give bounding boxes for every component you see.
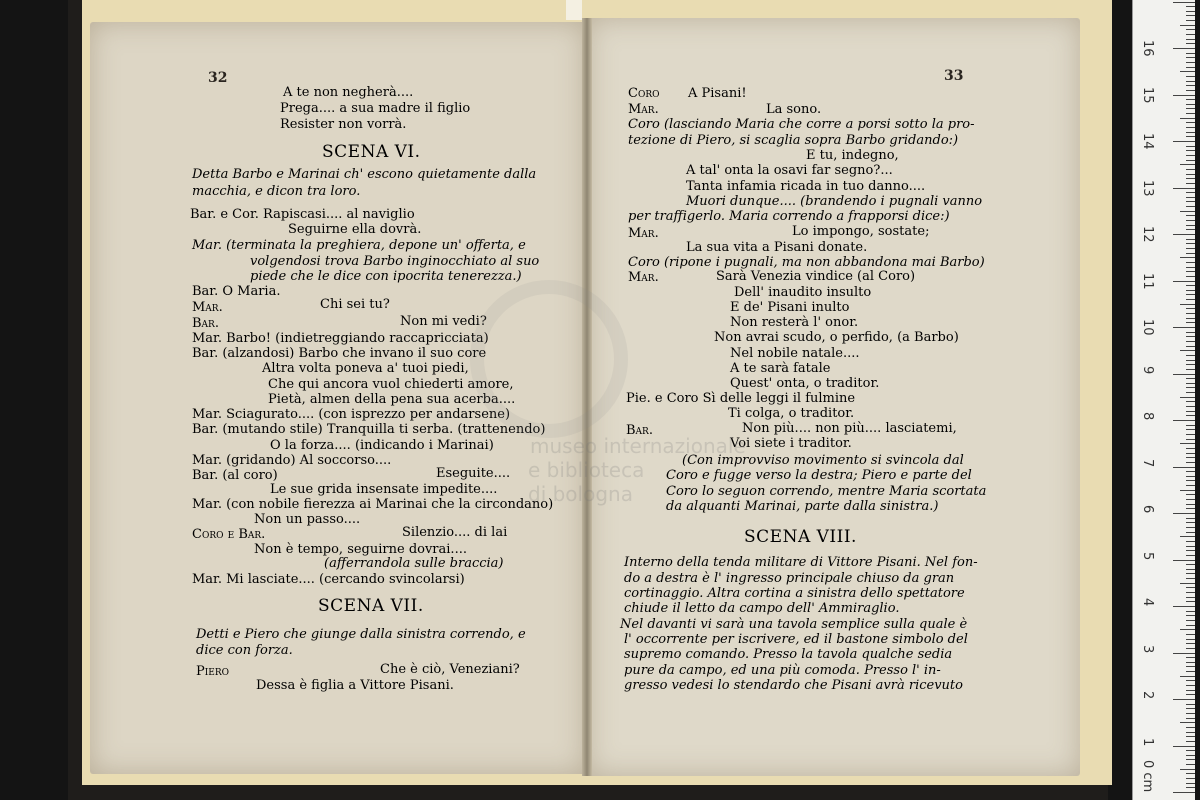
ruler-tick [1186, 253, 1195, 254]
ruler-tick [1173, 467, 1195, 468]
ruler-tick [1186, 573, 1195, 574]
right-page-text-line: Coro lo seguon correndo, mentre Maria scortata [666, 484, 987, 499]
ruler-tick [1186, 453, 1195, 454]
ruler-tick [1186, 276, 1195, 277]
ruler-tick [1186, 392, 1195, 393]
watermark-line-3: di bologna [528, 482, 633, 506]
watermark-line-1: museo internazionale [530, 434, 746, 458]
ruler-tick [1186, 713, 1195, 714]
ruler-tick [1186, 15, 1195, 16]
left-page-text-line: Pietà, almen della pena sua acerba.... [268, 392, 516, 407]
ruler-tick [1186, 569, 1195, 570]
ruler-tick [1186, 201, 1195, 202]
left-page-text-line: Non un passo.... [254, 512, 361, 527]
right-page-text-line: A tal' onta la osavi far segno?... [686, 163, 893, 178]
ruler-tick [1186, 434, 1195, 435]
ruler-tick [1186, 429, 1195, 430]
left-page-text-line: Mar. [192, 300, 223, 315]
left-page-text-line: Eseguite.... [436, 466, 511, 481]
ruler-number: 14 [1140, 133, 1155, 150]
ruler-tick [1186, 643, 1195, 644]
ruler-tick [1186, 787, 1195, 788]
ruler-tick [1180, 629, 1195, 630]
ruler-tick [1186, 57, 1195, 58]
left-page-text-line: Non è tempo, seguirne dovrai.... [254, 542, 467, 557]
ruler-tick [1186, 555, 1195, 556]
ruler-tick [1173, 560, 1195, 561]
right-page-text-line: cortinaggio. Altra cortina a sinistra dello spettatore [624, 586, 965, 601]
right-page-text-line: per traffigerlo. Maria correndo a frapporsi dice:) [628, 209, 950, 224]
ruler-number: 12 [1140, 226, 1155, 243]
right-page-text-line: E de' Pisani inulto [730, 300, 850, 315]
left-page-text-line: Mar. Mi lasciate.... (cercando svincolarsi) [192, 572, 465, 587]
ruler-tick [1180, 443, 1195, 444]
right-page-text-line: La sono. [766, 102, 822, 117]
page-number-left: 32 [208, 70, 228, 86]
ruler-tick [1186, 634, 1195, 635]
ruler-tick [1186, 160, 1195, 161]
ruler-tick [1173, 374, 1195, 375]
ruler-tick [1173, 234, 1195, 235]
ruler-tick [1186, 229, 1195, 230]
measurement-ruler [1132, 0, 1195, 800]
ruler-tick [1186, 718, 1195, 719]
left-page-text-line: Le sue grida insensate impedite.... [270, 482, 498, 497]
ruler-tick [1180, 536, 1195, 537]
right-page-text-line: gresso vedesi lo stendardo che Pisani avrà ricevuto [624, 678, 963, 693]
ruler-tick [1186, 518, 1195, 519]
ruler-tick [1186, 197, 1195, 198]
ruler-tick [1180, 722, 1195, 723]
right-page-text-line: Nel nobile natale.... [730, 346, 860, 361]
ruler-tick [1186, 527, 1195, 528]
left-page-text-line: Che qui ancora vuol chiederti amore, [268, 377, 514, 392]
right-page-text-line: Coro [628, 86, 660, 101]
ruler-tick [1186, 155, 1195, 156]
ruler-tick [1186, 750, 1195, 751]
ruler-tick [1186, 308, 1195, 309]
ruler-tick [1186, 685, 1195, 686]
left-page-text-line: Mar. (gridando) Al soccorso.... [192, 453, 392, 468]
ruler-number: 15 [1140, 86, 1155, 104]
ruler-tick [1186, 248, 1195, 249]
ruler-tick [1186, 39, 1195, 40]
right-page-text-line: Non resterà l' onor. [730, 315, 859, 330]
right-page-text-line: Quest' onta, o traditor. [730, 376, 880, 391]
scene-heading: SCENA VII. [318, 596, 424, 616]
ruler-tick [1173, 746, 1195, 747]
right-page-text-line: La sua vita a Pisani donate. [686, 240, 868, 255]
ruler-tick [1173, 327, 1195, 328]
ruler-tick [1186, 406, 1195, 407]
ruler-tick [1186, 387, 1195, 388]
ruler-tick [1186, 239, 1195, 240]
right-page-text-line: Pie. e Coro Sì delle leggi il fulmine [626, 391, 856, 406]
ruler-tick [1186, 322, 1195, 323]
left-page-text-line: Resister non vorrà. [280, 117, 407, 132]
ruler-tick [1186, 383, 1195, 384]
ruler-tick [1173, 188, 1195, 189]
ruler-tick [1186, 267, 1195, 268]
ruler-tick [1186, 136, 1195, 137]
ruler-number: 2 [1140, 691, 1155, 700]
left-page-text-line: Mar. Sciagurato.... (con isprezzo per andarsene) [192, 407, 511, 422]
ruler-tick [1186, 462, 1195, 463]
scene-heading: SCENA VI. [322, 142, 421, 162]
ruler-tick [1186, 355, 1195, 356]
ruler-tick [1186, 99, 1195, 100]
ruler-tick [1186, 694, 1195, 695]
right-page-text-line: do a destra è l' ingresso principale chiuso da gran [624, 571, 955, 586]
ruler-tick [1186, 648, 1195, 649]
right-page-text-line: supremo comando. Presso la tavola qualche sedia [624, 647, 953, 662]
ruler-tick [1186, 243, 1195, 244]
ruler-tick [1186, 346, 1195, 347]
ruler-tick [1186, 336, 1195, 337]
paper-clip-tab [566, 0, 582, 20]
ruler-tick [1186, 81, 1195, 82]
watermark-logo [470, 280, 628, 438]
ruler-tick [1186, 318, 1195, 319]
ruler-number: 13 [1140, 179, 1155, 197]
ruler-tick [1186, 206, 1195, 207]
ruler-tick [1173, 141, 1195, 142]
ruler-tick [1186, 480, 1195, 481]
ruler-tick [1186, 299, 1195, 300]
ruler-tick [1186, 620, 1195, 621]
ruler-tick [1186, 550, 1195, 551]
ruler-tick [1186, 690, 1195, 691]
ruler-tick [1186, 499, 1195, 500]
ruler-tick [1186, 508, 1195, 509]
left-page-text-line: Bar. e Cor. Rapiscasi.... al naviglio [190, 207, 415, 222]
ruler-tick [1186, 53, 1195, 54]
ruler-tick [1186, 285, 1195, 286]
ruler-number: 4 [1140, 598, 1155, 607]
left-page-text-line: (afferrandola sulle braccia) [324, 556, 504, 571]
ruler-tick [1180, 71, 1195, 72]
ruler-tick [1186, 67, 1195, 68]
ruler-tick [1186, 192, 1195, 193]
ruler-tick [1180, 118, 1195, 119]
right-page-text-line: pure da campo, ed una più comoda. Presso l' in- [624, 663, 941, 678]
ruler-tick [1186, 671, 1195, 672]
right-page-text-line: Coro (lasciando Maria che corre a porsi sotto la pro- [628, 117, 975, 132]
left-page-text-line: Non mi vedi? [400, 314, 487, 329]
ruler-tick [1180, 211, 1195, 212]
ruler-tick [1186, 615, 1195, 616]
left-page-text-line: Detta Barbo e Marinai ch' escono quietamente dalla [192, 167, 537, 182]
ruler-tick [1186, 755, 1195, 756]
ruler-tick [1173, 48, 1195, 49]
watermark-line-2: e biblioteca [528, 458, 645, 482]
right-page-text-line: chiude il letto da campo dell' Ammiraglio. [624, 601, 900, 616]
ruler-tick [1186, 183, 1195, 184]
ruler-tick [1173, 420, 1195, 421]
left-page-text-line: Bar. (mutando stile) Tranquilla ti serba. (trattenendo) [192, 422, 546, 437]
ruler-tick [1186, 271, 1195, 272]
right-page-text-line: tezione di Piero, si scaglia sopra Barbo gridando:) [628, 133, 959, 148]
ruler-tick [1186, 20, 1195, 21]
ruler-number: 11 [1140, 272, 1155, 290]
ruler-tick [1186, 104, 1195, 105]
ruler-tick [1186, 360, 1195, 361]
ruler-tick [1173, 606, 1195, 607]
ruler-number: 0 cm [1140, 760, 1155, 793]
left-page-text-line: Mar. Barbo! (indietreggiando raccapricciata) [192, 331, 489, 346]
ruler-tick [1186, 415, 1195, 416]
left-page-text-line: Bar. O Maria. [192, 284, 281, 299]
ruler-tick [1173, 792, 1195, 793]
ruler-tick [1186, 169, 1195, 170]
ruler-tick [1173, 699, 1195, 700]
left-page-text-line: Chi sei tu? [320, 297, 390, 312]
right-page-text-line: Mar. [628, 270, 659, 285]
ruler-tick [1186, 34, 1195, 35]
ruler-tick [1180, 25, 1195, 26]
left-page-text-line: Silenzio.... di lai [402, 525, 508, 540]
ruler-tick [1186, 29, 1195, 30]
ruler-number: 9 [1140, 365, 1155, 374]
ruler-tick [1186, 425, 1195, 426]
ruler-tick [1186, 666, 1195, 667]
left-page-text-line: Bar. (al coro) [192, 468, 278, 483]
right-page-text-line: Lo impongo, sostate; [792, 224, 930, 239]
ruler-tick [1180, 304, 1195, 305]
ruler-tick [1186, 76, 1195, 77]
ruler-number: 5 [1140, 551, 1155, 560]
ruler-tick [1186, 411, 1195, 412]
ruler-tick [1180, 490, 1195, 491]
ruler-tick [1186, 439, 1195, 440]
ruler-tick [1186, 578, 1195, 579]
right-page-text-line: E tu, indegno, [806, 148, 899, 163]
left-page-text-line: Coro e Bar. [192, 527, 266, 542]
ruler-number: 1 [1140, 737, 1155, 746]
ruler-tick [1186, 62, 1195, 63]
right-page-text-line: Non avrai scudo, o perfido, (a Barbo) [714, 330, 959, 345]
ruler-tick [1186, 732, 1195, 733]
ruler-tick [1186, 680, 1195, 681]
right-page-text-line: Interno della tenda militare di Vittore Pisani. Nel fon- [624, 555, 978, 570]
ruler-tick [1186, 215, 1195, 216]
left-page-text-line: Bar. [192, 316, 219, 331]
right-page-text-line: A te sarà fatale [730, 361, 831, 376]
left-page-text-line: Detti e Piero che giunge dalla sinistra correndo, e [196, 627, 526, 642]
ruler-tick [1186, 727, 1195, 728]
ruler-number: 6 [1140, 505, 1155, 514]
right-page-text-line: Tanta infamia ricada in tuo danno.... [686, 179, 926, 194]
right-page-text-line: Voi siete i traditor. [730, 436, 852, 451]
ruler-tick [1186, 225, 1195, 226]
ruler-tick [1186, 564, 1195, 565]
ruler-tick [1186, 783, 1195, 784]
right-page-text-line: Ti colga, o traditor. [728, 406, 855, 421]
ruler-tick [1186, 132, 1195, 133]
left-page-text-line: Altra volta poneva a' tuoi piedi, [262, 361, 469, 376]
left-page-text-line: A te non negherà.... [283, 85, 414, 100]
ruler-tick [1186, 290, 1195, 291]
ruler-tick [1180, 257, 1195, 258]
ruler-tick [1186, 11, 1195, 12]
ruler-tick [1186, 146, 1195, 147]
ruler-tick [1186, 332, 1195, 333]
ruler-tick [1186, 587, 1195, 588]
right-page-text-line: Bar. [626, 423, 653, 438]
ruler-tick [1186, 122, 1195, 123]
ruler-tick [1186, 704, 1195, 705]
ruler-tick [1186, 611, 1195, 612]
ruler-tick [1186, 341, 1195, 342]
scene-heading: SCENA VIII. [744, 527, 857, 547]
left-page-text-line: dice con forza. [196, 643, 293, 658]
ruler-number: 10 [1140, 319, 1155, 336]
ruler-number: 8 [1140, 412, 1155, 421]
ruler-tick [1186, 657, 1195, 658]
ruler-tick [1186, 85, 1195, 86]
ruler-number: 16 [1140, 40, 1155, 57]
ruler-tick [1180, 164, 1195, 165]
ruler-tick [1180, 583, 1195, 584]
left-page-text-line: Che è ciò, Veneziani? [380, 662, 520, 677]
left-page-text-line: piede che le dice con ipocrita tenerezza.) [250, 269, 522, 284]
ruler-tick [1186, 471, 1195, 472]
left-page-text-line: Prega.... a sua madre il figlio [280, 101, 471, 116]
right-page-text-line: Nel davanti vi sarà una tavola semplice sulla quale è [620, 617, 968, 632]
ruler-tick [1186, 90, 1195, 91]
ruler-tick [1186, 457, 1195, 458]
ruler-tick [1186, 476, 1195, 477]
ruler-tick [1180, 769, 1195, 770]
left-page-text-line: Seguirne ella dovrà. [288, 222, 422, 237]
left-page-text-line: Bar. (alzandosi) Barbo che invano il suo core [192, 346, 487, 361]
ruler-tick [1186, 592, 1195, 593]
right-page-text-line: Coro e fugge verso la destra; Piero e parte del [666, 468, 972, 483]
ruler-tick [1186, 364, 1195, 365]
ruler-tick [1173, 95, 1195, 96]
ruler-tick [1173, 653, 1195, 654]
ruler-tick [1186, 174, 1195, 175]
ruler-tick [1186, 773, 1195, 774]
ruler-tick [1186, 113, 1195, 114]
ruler-number: 7 [1140, 458, 1155, 467]
ruler-tick [1186, 601, 1195, 602]
ruler-tick [1186, 485, 1195, 486]
ruler-tick [1186, 541, 1195, 542]
ruler-tick [1186, 127, 1195, 128]
ruler-tick [1186, 546, 1195, 547]
ruler-tick [1173, 513, 1195, 514]
ruler-tick [1186, 178, 1195, 179]
right-page-text-line: (Con improvviso movimento si svincola dal [682, 453, 964, 468]
ruler-tick [1186, 378, 1195, 379]
right-page-text-line: l' occorrente per iscrivere, ed il bastone simbolo del [624, 632, 968, 647]
ruler-tick [1180, 397, 1195, 398]
ruler-tick [1186, 532, 1195, 533]
left-page-text-line: volgendosi trova Barbo inginocchiato al suo [250, 254, 540, 269]
ruler-tick [1186, 522, 1195, 523]
right-page-text-line: A Pisani! [688, 86, 747, 101]
left-page-text-line: Dessa è figlia a Vittore Pisani. [256, 678, 454, 693]
ruler-tick [1186, 597, 1195, 598]
ruler-tick [1186, 401, 1195, 402]
right-page-text-line: da alquanti Marinai, parte dalla sinistra.) [666, 499, 939, 514]
left-page-text-line: Mar. (con nobile fierezza ai Marinai che la circondano) [192, 497, 554, 512]
right-page-text-line: Dell' inaudito insulto [734, 285, 872, 300]
ruler-tick [1186, 448, 1195, 449]
ruler-tick [1186, 504, 1195, 505]
ruler-tick [1186, 150, 1195, 151]
page-number-right: 33 [944, 68, 964, 84]
ruler-tick [1173, 2, 1195, 3]
ruler-tick [1186, 741, 1195, 742]
ruler-tick [1180, 350, 1195, 351]
ruler-tick [1180, 676, 1195, 677]
ruler-tick [1186, 6, 1195, 7]
right-page-text-line: Mar. [628, 226, 659, 241]
right-page-text-line: Non più.... non più.... lasciatemi, [742, 421, 957, 436]
right-page-text-line: Sarà Venezia vindice (al Coro) [716, 269, 916, 284]
left-page-text-line: O la forza.... (indicando i Marinai) [270, 438, 494, 453]
ruler-tick [1186, 43, 1195, 44]
ruler-tick [1186, 639, 1195, 640]
ruler-tick [1186, 262, 1195, 263]
ruler-tick [1186, 764, 1195, 765]
right-page-text-line: Coro (ripone i pugnali, ma non abbandona mai Barbo) [628, 255, 985, 270]
ruler-tick [1186, 662, 1195, 663]
ruler-tick [1186, 708, 1195, 709]
ruler-tick [1186, 736, 1195, 737]
ruler-tick [1186, 294, 1195, 295]
left-page-text-line: Piero [196, 664, 230, 679]
left-page-text-line: Mar. (terminata la preghiera, depone un' offerta, e [192, 238, 526, 253]
ruler-tick [1186, 313, 1195, 314]
ruler-tick [1186, 625, 1195, 626]
left-page-text-line: macchia, e dicon tra loro. [192, 184, 361, 199]
ruler-tick [1186, 220, 1195, 221]
ruler-number: 3 [1140, 644, 1155, 653]
ruler-tick [1186, 778, 1195, 779]
ruler-tick [1173, 281, 1195, 282]
right-page-text-line: Muori dunque.... (brandendo i pugnali vanno [686, 194, 983, 209]
ruler-tick [1186, 759, 1195, 760]
ruler-tick [1186, 369, 1195, 370]
right-page-text-line: Mar. [628, 102, 659, 117]
ruler-tick [1186, 108, 1195, 109]
ruler-tick [1186, 494, 1195, 495]
